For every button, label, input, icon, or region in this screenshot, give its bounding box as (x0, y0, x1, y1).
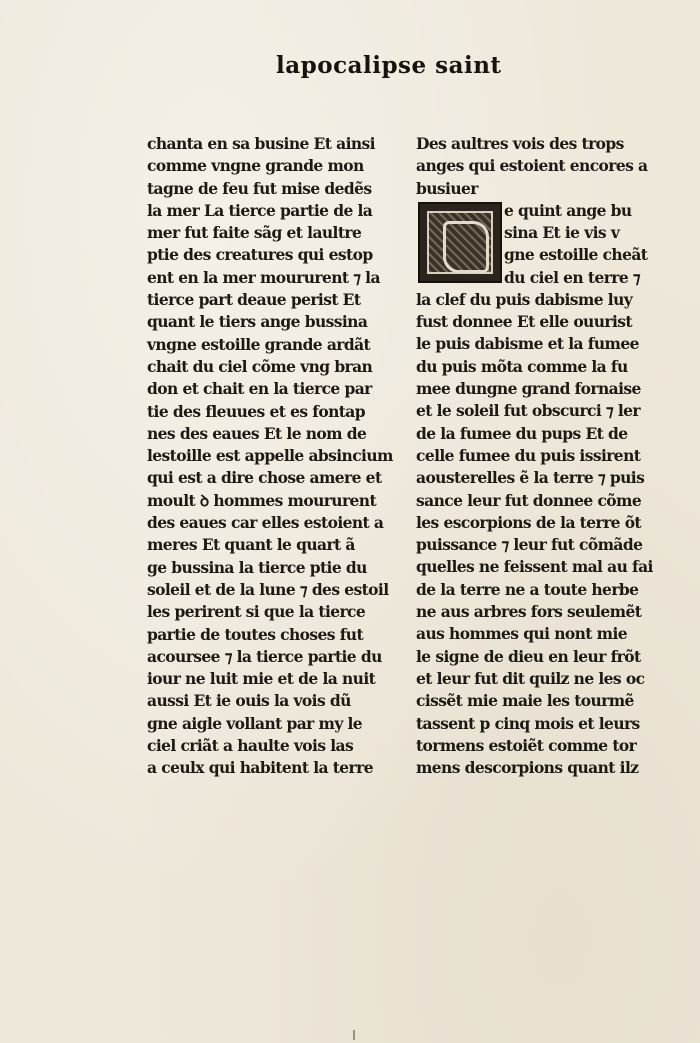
drop-cap-lines (504, 200, 647, 289)
text-line: les escorpions de la terre õt (416, 512, 641, 532)
text-line: le puis dabisme et la fumee (416, 334, 639, 354)
text-line: anges qui estoient encores a (416, 156, 648, 176)
text-line: comme vngne grande mon (147, 156, 364, 176)
text-line: sance leur fut donnee cõme (416, 490, 642, 510)
decorated-initial-l-icon (418, 202, 502, 283)
text-line: ciel criãt a haulte vois las (147, 736, 354, 756)
text-line: de la terre ne a toute herbe (416, 579, 639, 599)
initial-letter-shape (443, 221, 489, 273)
text-line: a ceulx qui habitent la terre (147, 758, 373, 778)
text-line: la clef du puis dabisme luy (416, 289, 633, 309)
text-line: mens descorpions quant ilz (416, 758, 639, 778)
text-line: qui est a dire chose amere et (147, 468, 382, 488)
text-line: meres Et quant le quart ã (147, 535, 355, 555)
text-line: celle fumee du puis issirent (416, 445, 641, 465)
left-column (147, 133, 393, 780)
text-line: quant le tiers ange bussina (147, 312, 368, 332)
text-line: cissẽt mie maie les tourmẽ (416, 691, 634, 711)
right-column-rest (416, 289, 653, 780)
text-line: Des aultres vois des trops (416, 134, 624, 153)
text-line: aousterelles ẽ la terre ⁊ puis (416, 468, 645, 488)
text-line: du puis mõta comme la fu (416, 356, 628, 376)
text-line: tierce part deaue perist Et (147, 290, 361, 310)
gutter-mark (353, 1030, 355, 1040)
text-line: chait du ciel cõme vng bran (147, 356, 373, 376)
text-line: partie de toutes choses fut (147, 624, 364, 644)
text-line: iour ne luit mie et de la nuit (147, 669, 376, 689)
text-line: gne estoille cheãt (504, 245, 648, 265)
text-line: ptie des creatures qui estop (147, 245, 373, 265)
right-column-top (416, 133, 648, 200)
text-line: gne aigle vollant par my le (147, 713, 363, 733)
text-line: vngne estoille grande ardãt (147, 334, 371, 354)
text-line: busiuer (416, 178, 478, 198)
text-line: tagne de feu fut mise dedẽs (147, 178, 372, 198)
text-line: tormens estoiẽt comme tor (416, 735, 637, 755)
initial-ornament (427, 211, 493, 274)
text-line: tie des fleuues et es fontap (147, 401, 365, 421)
text-line: la mer La tierce partie de la (147, 200, 373, 220)
text-line: ge bussina la tierce ptie du (147, 557, 367, 577)
text-line: acoursee ⁊ la tierce partie du (147, 646, 382, 666)
text-line: ne aus arbres fors seulemẽt (416, 602, 642, 622)
text-line: des eaues car elles estoient a (147, 513, 384, 533)
text-line: et leur fut dit quilz ne les oc (416, 668, 645, 688)
text-line: quelles ne feissent mal au fai (416, 557, 653, 577)
text-line: moult ꝺ hommes moururent (147, 490, 377, 510)
text-line: tassent p cinq mois et leurs (416, 713, 640, 733)
text-line: lestoille est appelle absincium (147, 446, 393, 466)
drop-cap-paragraph (416, 200, 648, 289)
text-line: fust donnee Et elle ouurist (416, 312, 632, 332)
text-line: et le soleil fut obscurci ⁊ ler (416, 401, 640, 421)
text-line: aussi Et ie ouis la vois dũ (147, 691, 351, 711)
text-line: ent en la mer moururent ⁊ la (147, 267, 380, 287)
text-line: mee dungne grand fornaise (416, 379, 641, 399)
text-line: le signe de dieu en leur frõt (416, 646, 641, 666)
text-line: e quint ange bu (504, 200, 632, 220)
text-line: puissance ⁊ leur fut cõmãde (416, 535, 643, 555)
text-line: nes des eaues Et le nom de (147, 423, 367, 443)
text-line: de la fumee du pups Et de (416, 423, 628, 443)
text-line: les perirent si que la tierce (147, 602, 366, 622)
text-line: aus hommes qui nont mie (416, 624, 628, 644)
running-head: lapocalipse saint (276, 52, 502, 79)
text-line: soleil et de la lune ⁊ des estoil (147, 579, 389, 599)
right-column (416, 133, 653, 779)
text-line: chanta en sa busine Et ainsi (147, 134, 375, 153)
text-line: du ciel en terre ⁊ (504, 267, 641, 287)
text-line: sina Et ie vis v (504, 223, 620, 243)
text-line: mer fut faite sãg et laultre (147, 223, 362, 243)
text-line: don et chait en la tierce par (147, 379, 372, 399)
